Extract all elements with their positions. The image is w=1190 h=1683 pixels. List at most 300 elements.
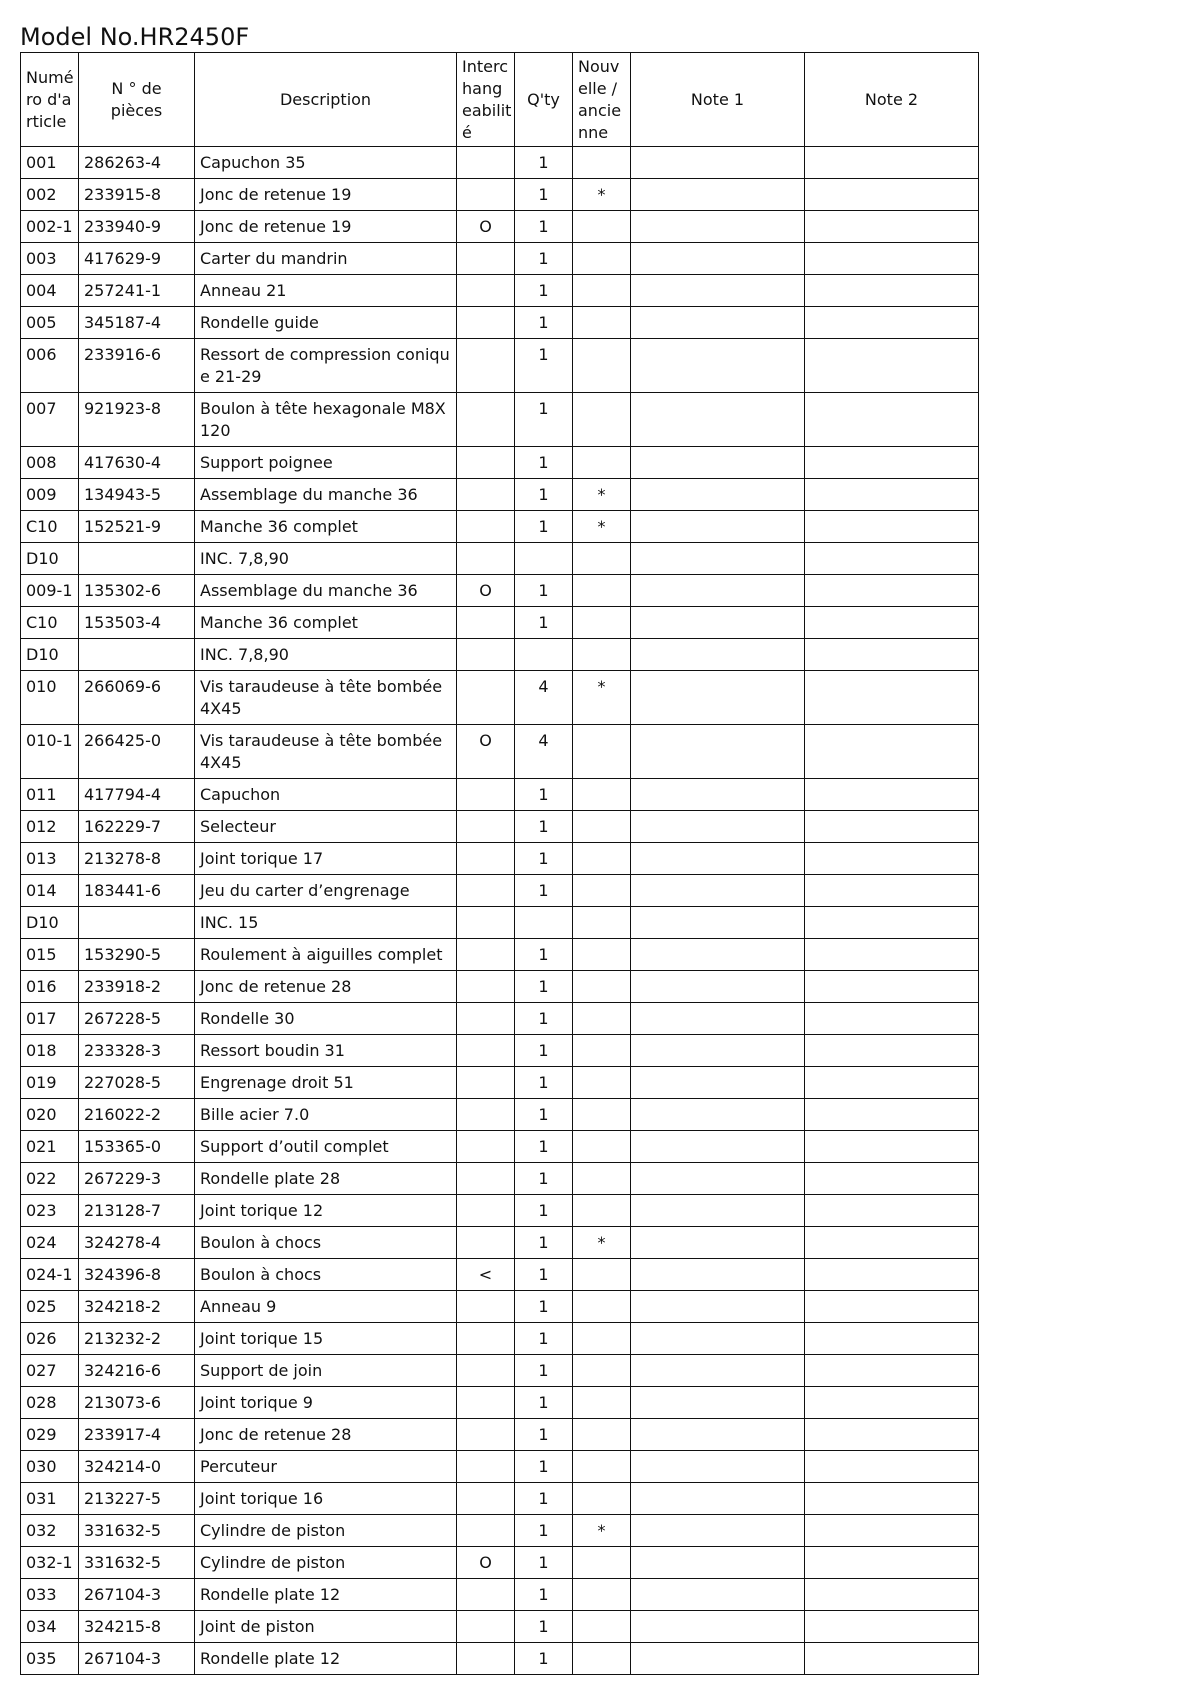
cell-description: Joint torique 16 (195, 1483, 457, 1515)
header-part-no: N ° de pièces (79, 53, 195, 147)
cell-interchangeability (457, 1355, 515, 1387)
cell-note1 (631, 1355, 805, 1387)
cell-note2 (805, 1291, 979, 1323)
cell-qty: 1 (515, 1515, 573, 1547)
cell-description: Ressort boudin 31 (195, 1035, 457, 1067)
cell-qty: 1 (515, 211, 573, 243)
table-row (21, 875, 979, 907)
cell-interchangeability (457, 147, 515, 179)
cell-new-old: * (573, 179, 631, 211)
cell-note2 (805, 179, 979, 211)
cell-new-old: * (573, 671, 631, 725)
cell-qty: 1 (515, 1003, 573, 1035)
cell-description: Assemblage du manche 36 (195, 575, 457, 607)
cell-description: Capuchon (195, 779, 457, 811)
cell-qty: 1 (515, 971, 573, 1003)
cell-interchangeability (457, 1195, 515, 1227)
cell-note1 (631, 1323, 805, 1355)
table-row (21, 1099, 979, 1131)
cell-interchangeability (457, 607, 515, 639)
cell-new-old (573, 339, 631, 393)
cell-note1 (631, 339, 805, 393)
table-row (21, 939, 979, 971)
cell-item-no: 018 (21, 1035, 79, 1067)
cell-interchangeability (457, 1515, 515, 1547)
cell-note1 (631, 543, 805, 575)
cell-note1 (631, 1419, 805, 1451)
cell-note2 (805, 639, 979, 671)
cell-interchangeability (457, 1483, 515, 1515)
page-title: Model No.HR2450F (20, 23, 250, 51)
cell-note2 (805, 843, 979, 875)
cell-part-no: 267229-3 (79, 1163, 195, 1195)
cell-item-no: 004 (21, 275, 79, 307)
cell-description: Assemblage du manche 36 (195, 479, 457, 511)
cell-note2 (805, 479, 979, 511)
cell-item-no: 030 (21, 1451, 79, 1483)
cell-note2 (805, 1067, 979, 1099)
cell-qty: 1 (515, 1387, 573, 1419)
table-row (21, 725, 979, 779)
table-row (21, 275, 979, 307)
cell-interchangeability (457, 393, 515, 447)
cell-item-no: 027 (21, 1355, 79, 1387)
cell-qty: 1 (515, 1643, 573, 1675)
cell-part-no: 153503-4 (79, 607, 195, 639)
cell-interchangeability (457, 447, 515, 479)
cell-note1 (631, 1195, 805, 1227)
cell-part-no: 324216-6 (79, 1355, 195, 1387)
cell-interchangeability (457, 1611, 515, 1643)
table-row (21, 1419, 979, 1451)
cell-note1 (631, 671, 805, 725)
cell-qty: 1 (515, 147, 573, 179)
table-body (21, 147, 979, 1675)
cell-note2 (805, 907, 979, 939)
cell-item-no: 010 (21, 671, 79, 725)
cell-interchangeability (457, 779, 515, 811)
cell-qty: 1 (515, 1035, 573, 1067)
cell-new-old (573, 1067, 631, 1099)
cell-description: Support d’outil complet (195, 1131, 457, 1163)
cell-new-old (573, 1547, 631, 1579)
cell-item-no: 011 (21, 779, 79, 811)
cell-item-no: 002 (21, 179, 79, 211)
cell-qty: 1 (515, 1579, 573, 1611)
cell-new-old (573, 939, 631, 971)
table-row (21, 639, 979, 671)
table-row (21, 1259, 979, 1291)
table-row (21, 1387, 979, 1419)
cell-note2 (805, 1003, 979, 1035)
cell-item-no: 026 (21, 1323, 79, 1355)
cell-part-no: 286263-4 (79, 147, 195, 179)
cell-note1 (631, 1451, 805, 1483)
cell-note1 (631, 907, 805, 939)
cell-qty: 1 (515, 607, 573, 639)
cell-qty: 1 (515, 307, 573, 339)
cell-note1 (631, 779, 805, 811)
cell-new-old (573, 1451, 631, 1483)
cell-item-no: C10 (21, 607, 79, 639)
cell-description: Selecteur (195, 811, 457, 843)
cell-interchangeability (457, 1131, 515, 1163)
table-row (21, 447, 979, 479)
cell-note2 (805, 1611, 979, 1643)
cell-part-no: 417630-4 (79, 447, 195, 479)
cell-new-old (573, 639, 631, 671)
cell-qty: 4 (515, 671, 573, 725)
header-note2: Note 2 (805, 53, 979, 147)
cell-interchangeability: O (457, 725, 515, 779)
cell-part-no: 324396-8 (79, 1259, 195, 1291)
cell-qty: 1 (515, 1099, 573, 1131)
cell-part-no: 233915-8 (79, 179, 195, 211)
cell-item-no: 005 (21, 307, 79, 339)
cell-note1 (631, 607, 805, 639)
cell-qty: 1 (515, 1195, 573, 1227)
header-note1: Note 1 (631, 53, 805, 147)
table-row (21, 511, 979, 543)
cell-part-no: 152521-9 (79, 511, 195, 543)
cell-part-no: 267104-3 (79, 1579, 195, 1611)
cell-note1 (631, 511, 805, 543)
cell-description: Joint torique 9 (195, 1387, 457, 1419)
cell-new-old (573, 811, 631, 843)
cell-note1 (631, 725, 805, 779)
table-row (21, 1547, 979, 1579)
table-row (21, 1323, 979, 1355)
cell-part-no (79, 543, 195, 575)
cell-item-no: C10 (21, 511, 79, 543)
cell-part-no: 267228-5 (79, 1003, 195, 1035)
cell-new-old (573, 1195, 631, 1227)
cell-note2 (805, 1547, 979, 1579)
cell-qty: 1 (515, 1355, 573, 1387)
cell-part-no: 267104-3 (79, 1643, 195, 1675)
cell-interchangeability (457, 1099, 515, 1131)
cell-new-old (573, 1611, 631, 1643)
cell-qty: 1 (515, 779, 573, 811)
cell-description: Carter du mandrin (195, 243, 457, 275)
cell-item-no: 029 (21, 1419, 79, 1451)
cell-new-old (573, 1355, 631, 1387)
cell-interchangeability (457, 971, 515, 1003)
table-row (21, 1355, 979, 1387)
cell-item-no: 009 (21, 479, 79, 511)
cell-note1 (631, 939, 805, 971)
cell-interchangeability (457, 1451, 515, 1483)
table-row (21, 971, 979, 1003)
cell-note1 (631, 1067, 805, 1099)
cell-note2 (805, 543, 979, 575)
cell-description: Percuteur (195, 1451, 457, 1483)
cell-note2 (805, 307, 979, 339)
cell-note2 (805, 1227, 979, 1259)
cell-interchangeability (457, 1003, 515, 1035)
cell-description: Jonc de retenue 28 (195, 1419, 457, 1451)
cell-note1 (631, 1099, 805, 1131)
cell-qty: 1 (515, 1419, 573, 1451)
cell-part-no: 233328-3 (79, 1035, 195, 1067)
cell-description: Jonc de retenue 19 (195, 179, 457, 211)
cell-note1 (631, 211, 805, 243)
cell-description: Support poignee (195, 447, 457, 479)
cell-new-old: * (573, 479, 631, 511)
cell-new-old (573, 211, 631, 243)
cell-item-no: 033 (21, 1579, 79, 1611)
cell-note1 (631, 393, 805, 447)
cell-note2 (805, 1131, 979, 1163)
cell-description: Support de join (195, 1355, 457, 1387)
cell-note1 (631, 639, 805, 671)
cell-note2 (805, 1451, 979, 1483)
table-row (21, 575, 979, 607)
cell-qty: 1 (515, 339, 573, 393)
cell-item-no: 025 (21, 1291, 79, 1323)
cell-part-no: 213073-6 (79, 1387, 195, 1419)
cell-part-no: 233918-2 (79, 971, 195, 1003)
cell-part-no: 266425-0 (79, 725, 195, 779)
cell-part-no: 324218-2 (79, 1291, 195, 1323)
cell-qty: 1 (515, 511, 573, 543)
cell-item-no: 031 (21, 1483, 79, 1515)
cell-description: Rondelle 30 (195, 1003, 457, 1035)
cell-interchangeability (457, 543, 515, 575)
cell-item-no: 014 (21, 875, 79, 907)
table-row (21, 147, 979, 179)
cell-note2 (805, 1387, 979, 1419)
cell-description: Manche 36 complet (195, 511, 457, 543)
cell-qty: 4 (515, 725, 573, 779)
cell-new-old: * (573, 511, 631, 543)
header-row (21, 53, 979, 147)
cell-part-no: 213227-5 (79, 1483, 195, 1515)
table-row (21, 1003, 979, 1035)
cell-new-old (573, 907, 631, 939)
table-row (21, 339, 979, 393)
cell-qty: 1 (515, 243, 573, 275)
table-row (21, 479, 979, 511)
cell-note2 (805, 1579, 979, 1611)
cell-interchangeability (457, 939, 515, 971)
cell-interchangeability: < (457, 1259, 515, 1291)
cell-new-old (573, 393, 631, 447)
cell-item-no: 021 (21, 1131, 79, 1163)
cell-item-no: 019 (21, 1067, 79, 1099)
cell-note2 (805, 725, 979, 779)
cell-note2 (805, 875, 979, 907)
table-row (21, 1579, 979, 1611)
cell-description: Anneau 21 (195, 275, 457, 307)
cell-new-old (573, 1291, 631, 1323)
cell-item-no: 001 (21, 147, 79, 179)
cell-interchangeability (457, 179, 515, 211)
cell-description: Vis taraudeuse à tête bombée 4X45 (195, 671, 457, 725)
cell-note1 (631, 1131, 805, 1163)
cell-description: Joint torique 17 (195, 843, 457, 875)
cell-note1 (631, 1291, 805, 1323)
cell-note2 (805, 971, 979, 1003)
cell-note2 (805, 211, 979, 243)
cell-note1 (631, 1163, 805, 1195)
cell-part-no: 134943-5 (79, 479, 195, 511)
cell-new-old (573, 607, 631, 639)
cell-note2 (805, 671, 979, 725)
cell-interchangeability (457, 639, 515, 671)
cell-description: Jonc de retenue 28 (195, 971, 457, 1003)
cell-interchangeability (457, 907, 515, 939)
cell-description: Cylindre de piston (195, 1547, 457, 1579)
cell-part-no: 331632-5 (79, 1515, 195, 1547)
cell-part-no: 324278-4 (79, 1227, 195, 1259)
cell-qty: 1 (515, 1259, 573, 1291)
cell-new-old (573, 147, 631, 179)
cell-qty: 1 (515, 875, 573, 907)
cell-qty: 1 (515, 1483, 573, 1515)
table-row (21, 543, 979, 575)
cell-note2 (805, 1035, 979, 1067)
cell-note1 (631, 1227, 805, 1259)
table-row (21, 811, 979, 843)
cell-new-old: * (573, 1515, 631, 1547)
cell-item-no: 008 (21, 447, 79, 479)
cell-note1 (631, 1483, 805, 1515)
cell-note1 (631, 1387, 805, 1419)
cell-new-old (573, 1643, 631, 1675)
cell-part-no: 324215-8 (79, 1611, 195, 1643)
table-row (21, 1515, 979, 1547)
cell-description: Rondelle guide (195, 307, 457, 339)
cell-new-old (573, 543, 631, 575)
cell-item-no: 003 (21, 243, 79, 275)
cell-qty: 1 (515, 447, 573, 479)
cell-interchangeability (457, 511, 515, 543)
cell-item-no: 012 (21, 811, 79, 843)
header-new-old: Nouv elle / ancie nne (573, 53, 631, 147)
header-qty: Q'ty (515, 53, 573, 147)
cell-new-old (573, 971, 631, 1003)
cell-qty: 1 (515, 811, 573, 843)
table-row (21, 307, 979, 339)
cell-qty: 1 (515, 1611, 573, 1643)
cell-new-old (573, 243, 631, 275)
cell-new-old (573, 725, 631, 779)
cell-description: Manche 36 complet (195, 607, 457, 639)
cell-new-old (573, 575, 631, 607)
cell-new-old (573, 1003, 631, 1035)
cell-new-old (573, 275, 631, 307)
cell-interchangeability: O (457, 1547, 515, 1579)
table-row (21, 843, 979, 875)
cell-item-no: 032 (21, 1515, 79, 1547)
cell-part-no: 216022-2 (79, 1099, 195, 1131)
cell-new-old (573, 307, 631, 339)
cell-interchangeability (457, 1643, 515, 1675)
cell-part-no (79, 907, 195, 939)
cell-new-old (573, 779, 631, 811)
cell-item-no: 010-1 (21, 725, 79, 779)
cell-interchangeability (457, 1291, 515, 1323)
table-row (21, 607, 979, 639)
cell-interchangeability (457, 307, 515, 339)
cell-interchangeability (457, 1387, 515, 1419)
cell-qty (515, 543, 573, 575)
cell-note2 (805, 275, 979, 307)
cell-qty: 1 (515, 1323, 573, 1355)
cell-item-no: 017 (21, 1003, 79, 1035)
cell-description: Joint torique 12 (195, 1195, 457, 1227)
cell-note2 (805, 393, 979, 447)
cell-qty: 1 (515, 939, 573, 971)
cell-item-no: 002-1 (21, 211, 79, 243)
cell-interchangeability (457, 1227, 515, 1259)
cell-part-no: 183441-6 (79, 875, 195, 907)
cell-description: Bille acier 7.0 (195, 1099, 457, 1131)
cell-part-no: 417794-4 (79, 779, 195, 811)
cell-note2 (805, 1419, 979, 1451)
table-row (21, 1195, 979, 1227)
cell-interchangeability (457, 875, 515, 907)
cell-description: Boulon à tête hexagonale M8X120 (195, 393, 457, 447)
table-row (21, 671, 979, 725)
table-row (21, 393, 979, 447)
cell-note1 (631, 875, 805, 907)
cell-description: INC. 15 (195, 907, 457, 939)
cell-item-no: 009-1 (21, 575, 79, 607)
cell-qty: 1 (515, 575, 573, 607)
cell-new-old (573, 1483, 631, 1515)
cell-note2 (805, 1099, 979, 1131)
cell-description: Vis taraudeuse à tête bombée 4X45 (195, 725, 457, 779)
cell-item-no: 013 (21, 843, 79, 875)
cell-new-old (573, 1131, 631, 1163)
cell-new-old (573, 1259, 631, 1291)
cell-qty: 1 (515, 1131, 573, 1163)
cell-note1 (631, 1259, 805, 1291)
cell-qty: 1 (515, 1067, 573, 1099)
cell-description: Boulon à chocs (195, 1259, 457, 1291)
cell-item-no: 022 (21, 1163, 79, 1195)
cell-note2 (805, 607, 979, 639)
cell-part-no: 227028-5 (79, 1067, 195, 1099)
cell-qty: 1 (515, 479, 573, 511)
cell-interchangeability (457, 1323, 515, 1355)
cell-item-no: D10 (21, 907, 79, 939)
cell-note2 (805, 147, 979, 179)
cell-note2 (805, 1323, 979, 1355)
header-description: Description (195, 53, 457, 147)
cell-part-no: 233917-4 (79, 1419, 195, 1451)
cell-interchangeability (457, 1035, 515, 1067)
table-row (21, 907, 979, 939)
cell-description: Rondelle plate 12 (195, 1643, 457, 1675)
cell-item-no: 032-1 (21, 1547, 79, 1579)
header-item-no: Numé ro d'a rticle (21, 53, 79, 147)
cell-description: INC. 7,8,90 (195, 543, 457, 575)
table-row (21, 1131, 979, 1163)
cell-note1 (631, 307, 805, 339)
cell-description: INC. 7,8,90 (195, 639, 457, 671)
cell-interchangeability: O (457, 211, 515, 243)
cell-interchangeability (457, 275, 515, 307)
cell-new-old (573, 1323, 631, 1355)
cell-part-no: 213278-8 (79, 843, 195, 875)
cell-note2 (805, 1515, 979, 1547)
table-row (21, 1035, 979, 1067)
cell-note1 (631, 811, 805, 843)
cell-note1 (631, 1579, 805, 1611)
